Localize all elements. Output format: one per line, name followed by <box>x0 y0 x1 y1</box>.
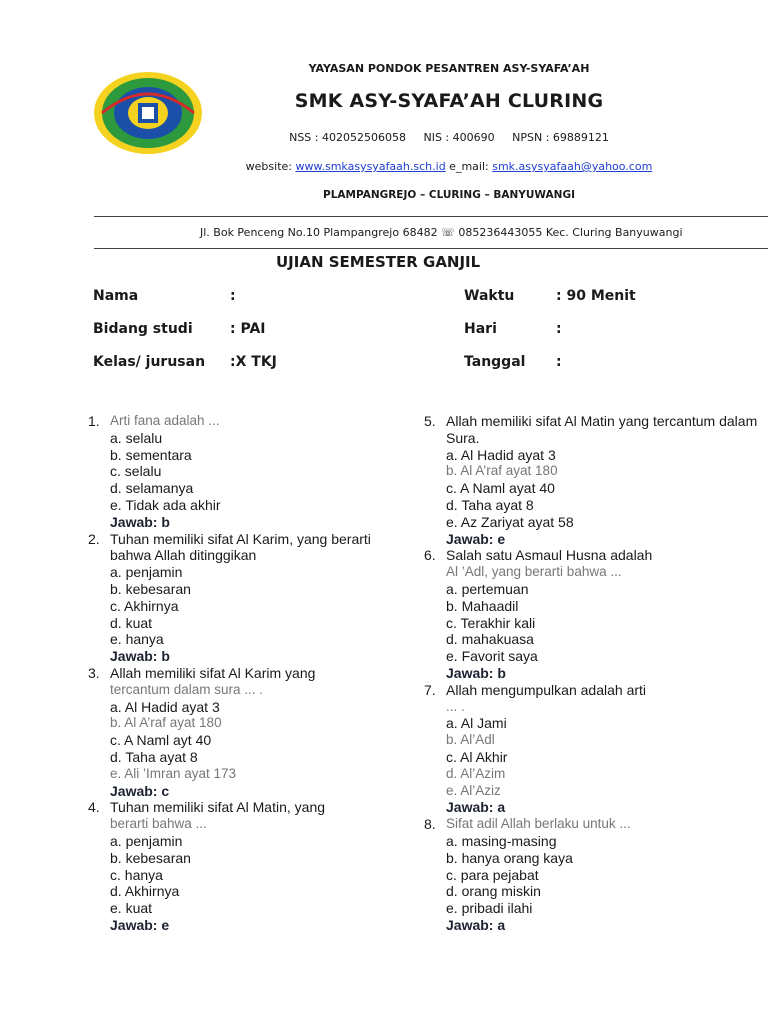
answer-option: e. Al’Aziz <box>446 782 501 798</box>
answer-option: e. Favorit saya <box>446 648 538 665</box>
answer-option: a. selalu <box>110 429 163 446</box>
waktu-value: : 90 Menit <box>556 288 636 304</box>
answer-option: a. Al Hadid ayat 3 <box>446 446 556 463</box>
answer-option: e. kuat <box>110 900 153 917</box>
question-item <box>88 531 398 665</box>
answer-option: c. Akhirnya <box>110 597 179 614</box>
question-number: 4. <box>88 799 100 816</box>
hari-value: : <box>556 321 562 337</box>
question-text: Arti fana adalah ... <box>110 413 220 428</box>
question-number: 3. <box>88 664 100 681</box>
answer-option: b. Al A’raf ayat 180 <box>110 715 222 731</box>
header-divider-bottom <box>94 248 768 249</box>
question-text: Allah memiliki sifat Al Matin yang tercantum dalam Sura. <box>446 413 758 446</box>
question-item <box>424 413 764 547</box>
answer-option: c. A Naml ayat 40 <box>446 480 555 497</box>
answer-option: a. pertemuan <box>446 580 529 597</box>
answer-key: Jawab: e <box>110 916 170 933</box>
question-text: Tuhan memiliki sifat Al Karim, yang berarti bahwa Allah ditinggikan <box>110 530 371 564</box>
foundation-name: YAYASAN PONDOK PESANTREN ASY-SYAFA’AH <box>308 62 590 75</box>
answer-option: b. Al A’raf ayat 180 <box>446 463 558 479</box>
questions-right-column <box>424 413 764 934</box>
answer-key: Jawab: a <box>446 799 506 816</box>
question-text: Sifat adil Allah berlaku untuk ... <box>446 816 631 832</box>
hari-label: Hari <box>464 321 497 337</box>
waktu-label: Waktu <box>464 288 515 304</box>
question-item <box>424 816 764 934</box>
bidang-value: : PAI <box>230 321 266 337</box>
answer-option: d. Al’Azim <box>446 765 506 781</box>
answer-key: Jawab: a <box>446 916 506 933</box>
nama-value: : <box>230 288 236 304</box>
answer-option: b. kebesaran <box>110 580 191 597</box>
contact-line <box>130 160 768 173</box>
answer-option: a. Al Jami <box>446 715 507 732</box>
answer-option: e. Tidak ada akhir <box>110 496 221 513</box>
answer-option: b. sementara <box>110 446 192 463</box>
answer-option: b. kebesaran <box>110 849 191 866</box>
answer-option: d. Taha ayat 8 <box>446 496 534 513</box>
nis-text: NIS : 400690 <box>423 131 495 144</box>
answer-option: d. Akhirnya <box>110 883 180 900</box>
header-divider-top <box>94 216 768 217</box>
answer-option: e. Az Zariyat ayat 58 <box>446 513 574 530</box>
answer-key: Jawab: b <box>110 648 170 665</box>
answer-option: b. Al’Adl <box>446 732 495 748</box>
answer-key: Jawab: c <box>110 782 170 799</box>
question-text: Allah memiliki sifat Al Karim yang <box>110 664 316 681</box>
answer-option: c. Al Akhir <box>446 748 508 765</box>
answer-option: d. mahakuasa <box>446 631 534 648</box>
school-name: SMK ASY-SYAFA’AH CLURING <box>294 90 604 112</box>
answer-option: e. pribadi ilahi <box>446 900 533 917</box>
website-link[interactable]: www.smkasysyafaah.sch.id <box>295 160 446 173</box>
nss-text: NSS : 402052506058 <box>289 131 406 144</box>
answer-option: c. para pejabat <box>446 866 539 883</box>
question-text-continued: ... . <box>446 698 465 714</box>
answer-option: d. orang miskin <box>446 883 541 900</box>
website-label: website: <box>245 160 292 173</box>
answer-option: c. selalu <box>110 463 162 480</box>
question-text-continued: tercantum dalam sura ... . <box>110 681 264 697</box>
tanggal-value: : <box>556 354 562 370</box>
question-item <box>88 665 398 799</box>
answer-option: d. selamanya <box>110 480 194 497</box>
exam-title: UJIAN SEMESTER GANJIL <box>276 253 481 271</box>
question-text: Allah mengumpulkan adalah arti <box>446 681 647 698</box>
answer-option: d. kuat <box>110 614 153 631</box>
question-number: 7. <box>424 681 436 698</box>
answer-option: c. hanya <box>110 866 163 883</box>
answer-option: a. penjamin <box>110 564 183 581</box>
questions-left-column <box>88 413 398 934</box>
question-number: 6. <box>424 547 436 564</box>
bidang-label: Bidang studi <box>93 321 193 337</box>
answer-key: Jawab: b <box>446 664 506 681</box>
question-text-continued: Al ’Adl, yang berarti bahwa ... <box>446 564 622 580</box>
question-number: 8. <box>424 816 436 833</box>
tanggal-label: Tanggal <box>464 354 526 370</box>
answer-option: e. hanya <box>110 631 164 648</box>
question-item <box>88 413 398 531</box>
answer-key: Jawab: b <box>110 513 170 530</box>
address-line: Jl. Bok Penceng No.10 Plampangrejo 68482 ☏ 085236443055 Kec. Cluring Banyuwangi <box>200 226 683 239</box>
email-link[interactable]: smk.asysyafaah@yahoo.com <box>492 160 653 173</box>
question-text: Tuhan memiliki sifat Al Matin, yang <box>110 799 326 816</box>
answer-option: c. Terakhir kali <box>446 614 536 631</box>
answer-option: a. penjamin <box>110 832 183 849</box>
nama-label: Nama <box>93 288 139 304</box>
question-text: Salah satu Asmaul Husna adalah <box>446 547 653 564</box>
question-item <box>88 799 398 933</box>
answer-option: a. masing-masing <box>446 832 557 849</box>
question-item <box>424 547 764 681</box>
npsn-text: NPSN : 69889121 <box>512 131 609 144</box>
school-ids <box>130 131 768 144</box>
answer-option: b. hanya orang kaya <box>446 849 573 866</box>
answer-option: b. Mahaadil <box>446 597 519 614</box>
email-label: e_mail: <box>449 160 489 173</box>
question-number: 1. <box>88 413 100 429</box>
answer-option: d. Taha ayat 8 <box>110 748 198 765</box>
answer-option: e. Ali ’Imran ayat 173 <box>110 765 237 781</box>
kelas-value: :X TKJ <box>230 354 277 370</box>
question-item <box>424 682 764 816</box>
question-number: 2. <box>88 530 100 547</box>
place-line: PLAMPANGREJO – CLURING – BANYUWANGI <box>323 189 575 201</box>
question-text-continued: berarti bahwa ... <box>110 816 207 832</box>
answer-option: a. Al Hadid ayat 3 <box>110 698 220 715</box>
answer-option: c. A Naml ayt 40 <box>110 732 212 749</box>
answer-key: Jawab: e <box>446 530 506 547</box>
question-number: 5. <box>424 413 436 429</box>
kelas-label: Kelas/ jurusan <box>93 354 206 370</box>
